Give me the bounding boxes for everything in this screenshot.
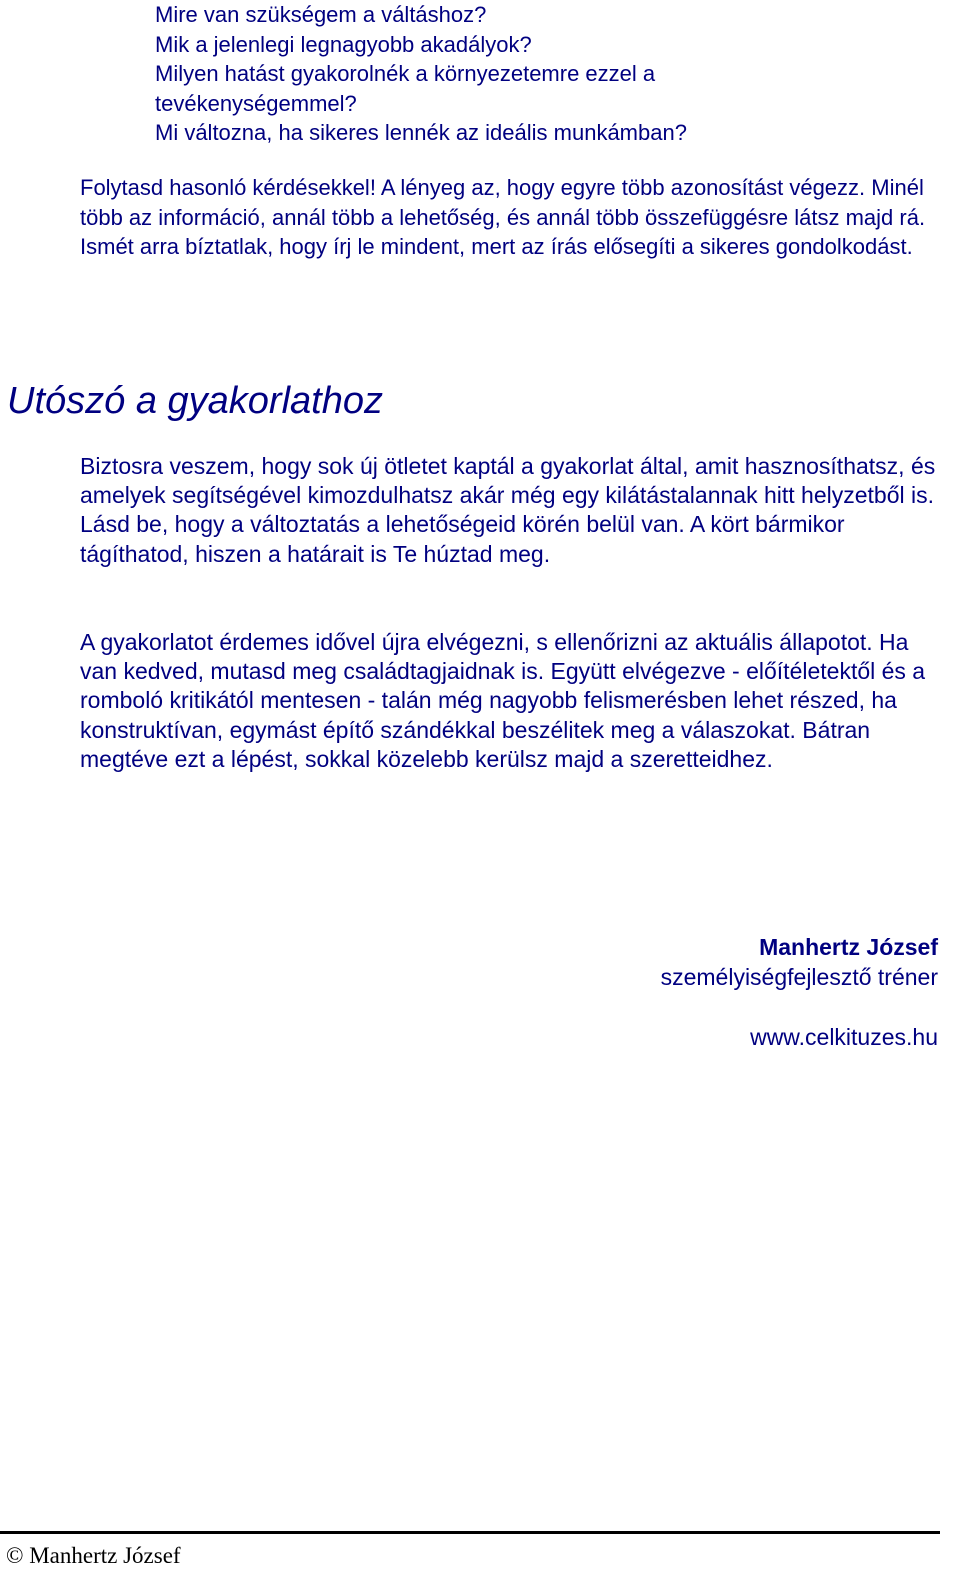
author-title: személyiségfejlesztő tréner — [660, 964, 938, 990]
question-item: Mi változna, ha sikeres lennék az ideális munkámban? — [155, 120, 687, 145]
question-item: Milyen hatást gyakorolnék a környezetemre ezzel a — [155, 61, 656, 86]
footer-copyright: © Manhertz József — [6, 1543, 181, 1568]
body-paragraph: A gyakorlatot érdemes idővel újra elvégezni, s ellenőrizni az aktuális állapotot. Ha van kedved, mutasd meg családtagjaidnak is. Együtt elvégezve - előítéletektől és a romboló kritikától mentesen - talán még nagyobb felismerésben lehet részed, ha konstruktívan, egymást építő szándékkal beszélitek meg a válaszokat. Bátran megtéve ezt a lépést, sokkal közelebb kerülsz majd a szeretteidhez. — [80, 629, 926, 772]
question-list — [155, 0, 915, 148]
author-name: Manhertz József — [759, 934, 938, 960]
intro-paragraph: Folytasd hasonló kérdésekkel! A lényeg az, hogy egyre több azonosítást végezz. Minél több az információ, annál több a lehetőség, és annál több összefüggésre látsz majd rá. Ismét arra bíztatlak, hogy írj le mindent, mert az írás elősegíti a sikeres gondolkodást. — [80, 175, 926, 259]
signature-block — [661, 932, 938, 1052]
body-paragraph: Biztosra veszem, hogy sok új ötletet kaptál a gyakorlat által, amit hasznosíthatsz, és amelyek segítségével kimozdulhatsz akár még egy kilátástalannak hitt helyzetből is. Lásd be, hogy a változtatás a lehetőségeid körén belül van. A kört bármikor tágíthatod, hiszen a határait is Te húztad meg. — [80, 453, 936, 567]
footer-divider — [0, 1531, 940, 1534]
question-item: tevékenységemmel? — [155, 90, 357, 116]
question-item: Mire van szükségem a váltáshoz? — [155, 2, 487, 27]
section-heading: Utószó a gyakorlathoz — [7, 380, 383, 422]
question-item: Mik a jelenlegi legnagyobb akadályok? — [155, 31, 532, 57]
website-link[interactable]: www.celkituzes.hu — [750, 1024, 938, 1050]
